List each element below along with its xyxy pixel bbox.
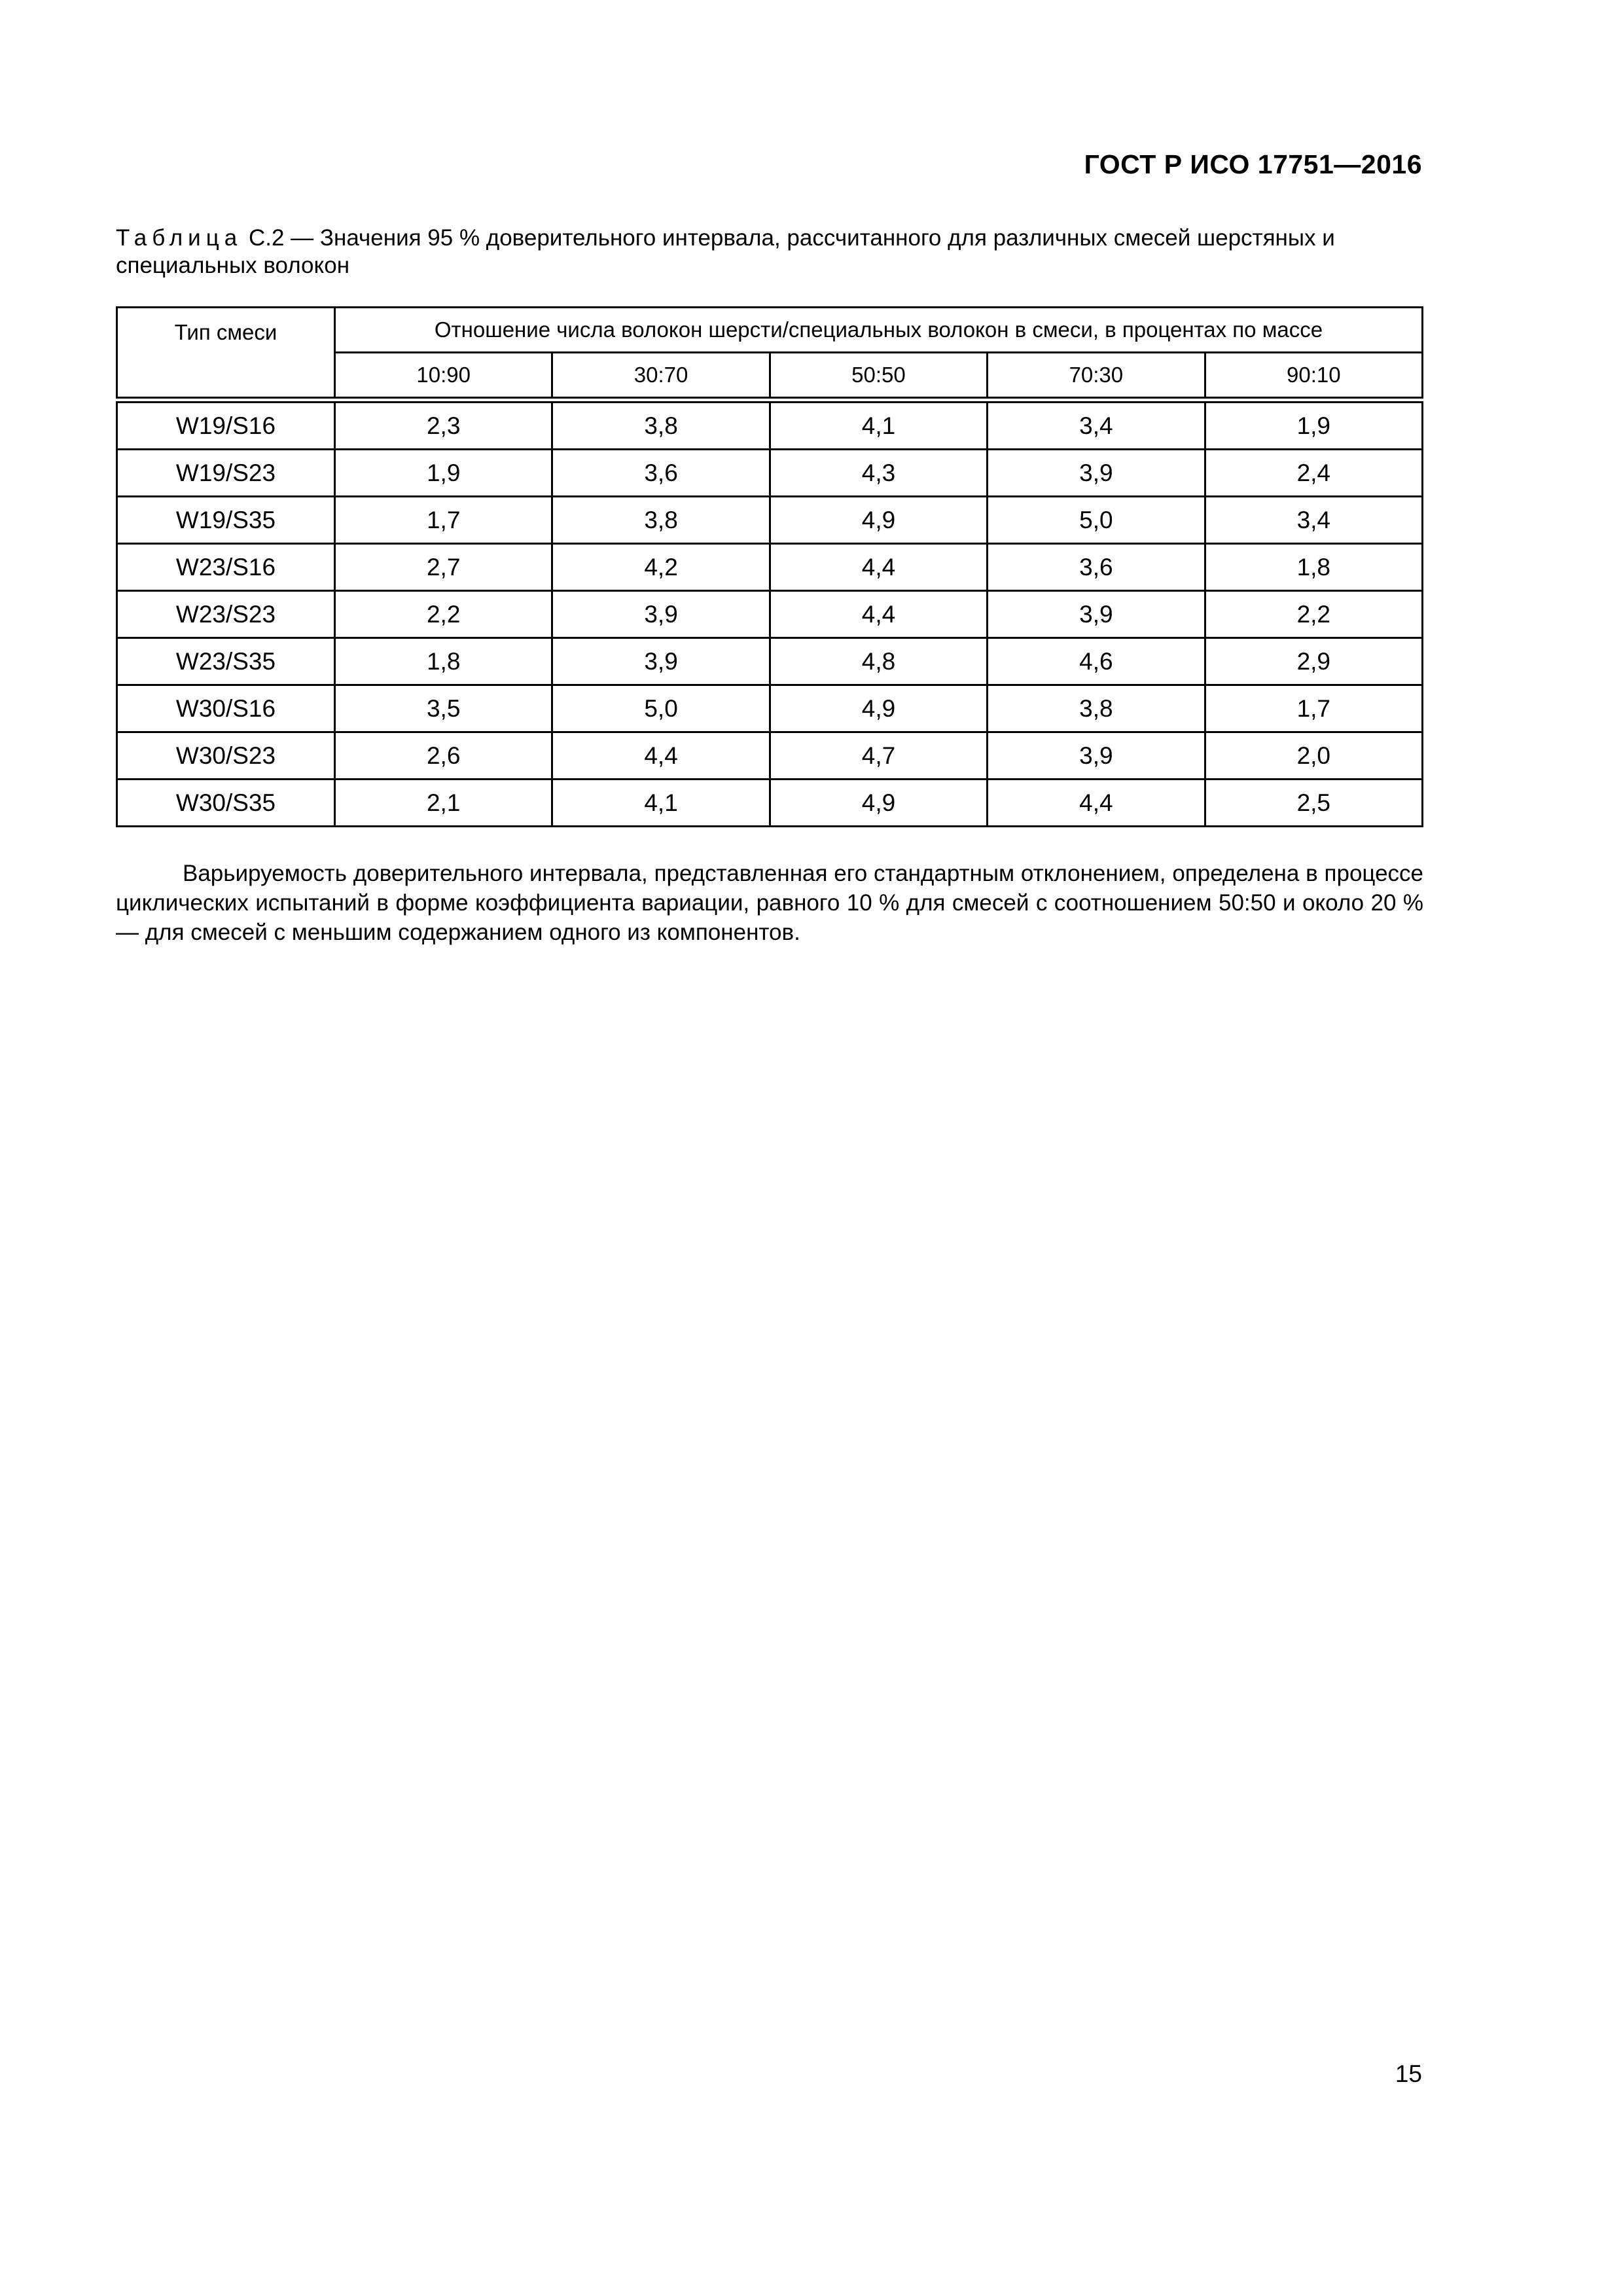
value-cell: 3,8 [552,403,770,450]
value-cell: 4,6 [988,638,1205,685]
mix-type-cell: W30/S23 [117,732,335,780]
table-row [117,638,1423,685]
mix-type-cell: W30/S35 [117,780,335,827]
value-cell: 3,9 [552,591,770,638]
mix-type-cell: W23/S35 [117,638,335,685]
value-cell: 3,4 [1205,497,1422,544]
value-cell: 2,0 [1205,732,1422,780]
value-cell: 4,1 [770,403,987,450]
value-cell: 2,9 [1205,638,1422,685]
value-cell: 1,7 [1205,685,1422,732]
value-cell: 3,8 [988,685,1205,732]
table-row [117,685,1423,732]
value-cell: 4,4 [770,591,987,638]
value-cell: 2,6 [335,732,552,780]
table-caption-text: С.2 — Значения 95 % доверительного интервала, рассчитанного для различных смесей шерстяных и специальных волокон [116,225,1335,278]
column-header: 30:70 [552,353,770,398]
table-caption-lead: Таблица [116,225,243,251]
value-cell: 3,9 [988,591,1205,638]
mix-type-cell: W30/S16 [117,685,335,732]
value-cell: 4,9 [770,497,987,544]
value-cell: 4,1 [552,780,770,827]
separator-cell [988,398,1205,403]
value-cell: 4,4 [988,780,1205,827]
value-cell: 3,9 [988,450,1205,497]
value-cell: 3,5 [335,685,552,732]
value-cell: 2,4 [1205,450,1422,497]
value-cell: 3,9 [988,732,1205,780]
table-row [117,403,1423,450]
value-cell: 3,6 [552,450,770,497]
value-cell: 2,1 [335,780,552,827]
value-cell: 2,2 [1205,591,1422,638]
body-paragraph: Варьируемость доверительного интервала, представленная его стандартным отклонением, определена в процессе циклических испытаний в форме коэффициента вариации, равного 10 % для смесей с соотношением 50:50 и около 20 % — для смесей с меньшим содержанием одного из компонентов. [116,861,1423,945]
value-cell: 2,7 [335,544,552,591]
mix-type-cell: W19/S16 [117,403,335,450]
value-cell: 3,6 [988,544,1205,591]
value-cell: 4,4 [552,732,770,780]
table-caption [116,224,1425,279]
table-row [117,544,1423,591]
value-cell: 5,0 [988,497,1205,544]
table-body [117,398,1423,827]
value-cell: 4,9 [770,780,987,827]
value-cell: 4,9 [770,685,987,732]
value-cell: 4,4 [770,544,987,591]
table-row [117,732,1423,780]
value-cell: 3,9 [552,638,770,685]
value-cell: 4,8 [770,638,987,685]
value-cell: 1,9 [1205,403,1422,450]
value-cell: 4,3 [770,450,987,497]
value-cell: 5,0 [552,685,770,732]
header-mix-type: Тип смеси [117,308,335,398]
mix-type-cell: W19/S23 [117,450,335,497]
mix-type-cell: W23/S16 [117,544,335,591]
value-cell: 3,8 [552,497,770,544]
page-number: 15 [1395,2060,1422,2087]
value-cell: 1,8 [335,638,552,685]
confidence-interval-table [116,306,1423,827]
value-cell: 1,8 [1205,544,1422,591]
value-cell: 4,2 [552,544,770,591]
value-cell: 4,7 [770,732,987,780]
value-cell: 1,9 [335,450,552,497]
document-code: ГОСТ Р ИСО 17751—2016 [1084,149,1422,179]
column-header: 50:50 [770,353,987,398]
value-cell: 1,7 [335,497,552,544]
table-row [117,780,1423,827]
header-separator [117,398,1423,403]
value-cell: 2,5 [1205,780,1422,827]
value-cell: 3,4 [988,403,1205,450]
separator-cell [117,398,335,403]
mix-type-cell: W19/S35 [117,497,335,544]
table-row [117,497,1423,544]
value-cell: 2,3 [335,403,552,450]
table-row [117,450,1423,497]
column-header: 10:90 [335,353,552,398]
separator-cell [1205,398,1422,403]
column-header: 90:10 [1205,353,1422,398]
table-row [117,591,1423,638]
separator-cell [335,398,552,403]
separator-cell [552,398,770,403]
header-fiber-ratio: Отношение числа волокон шерсти/специальных волокон в смеси, в процентах по массе [335,308,1423,353]
column-header: 70:30 [988,353,1205,398]
separator-cell [770,398,987,403]
mix-type-cell: W23/S23 [117,591,335,638]
value-cell: 2,2 [335,591,552,638]
